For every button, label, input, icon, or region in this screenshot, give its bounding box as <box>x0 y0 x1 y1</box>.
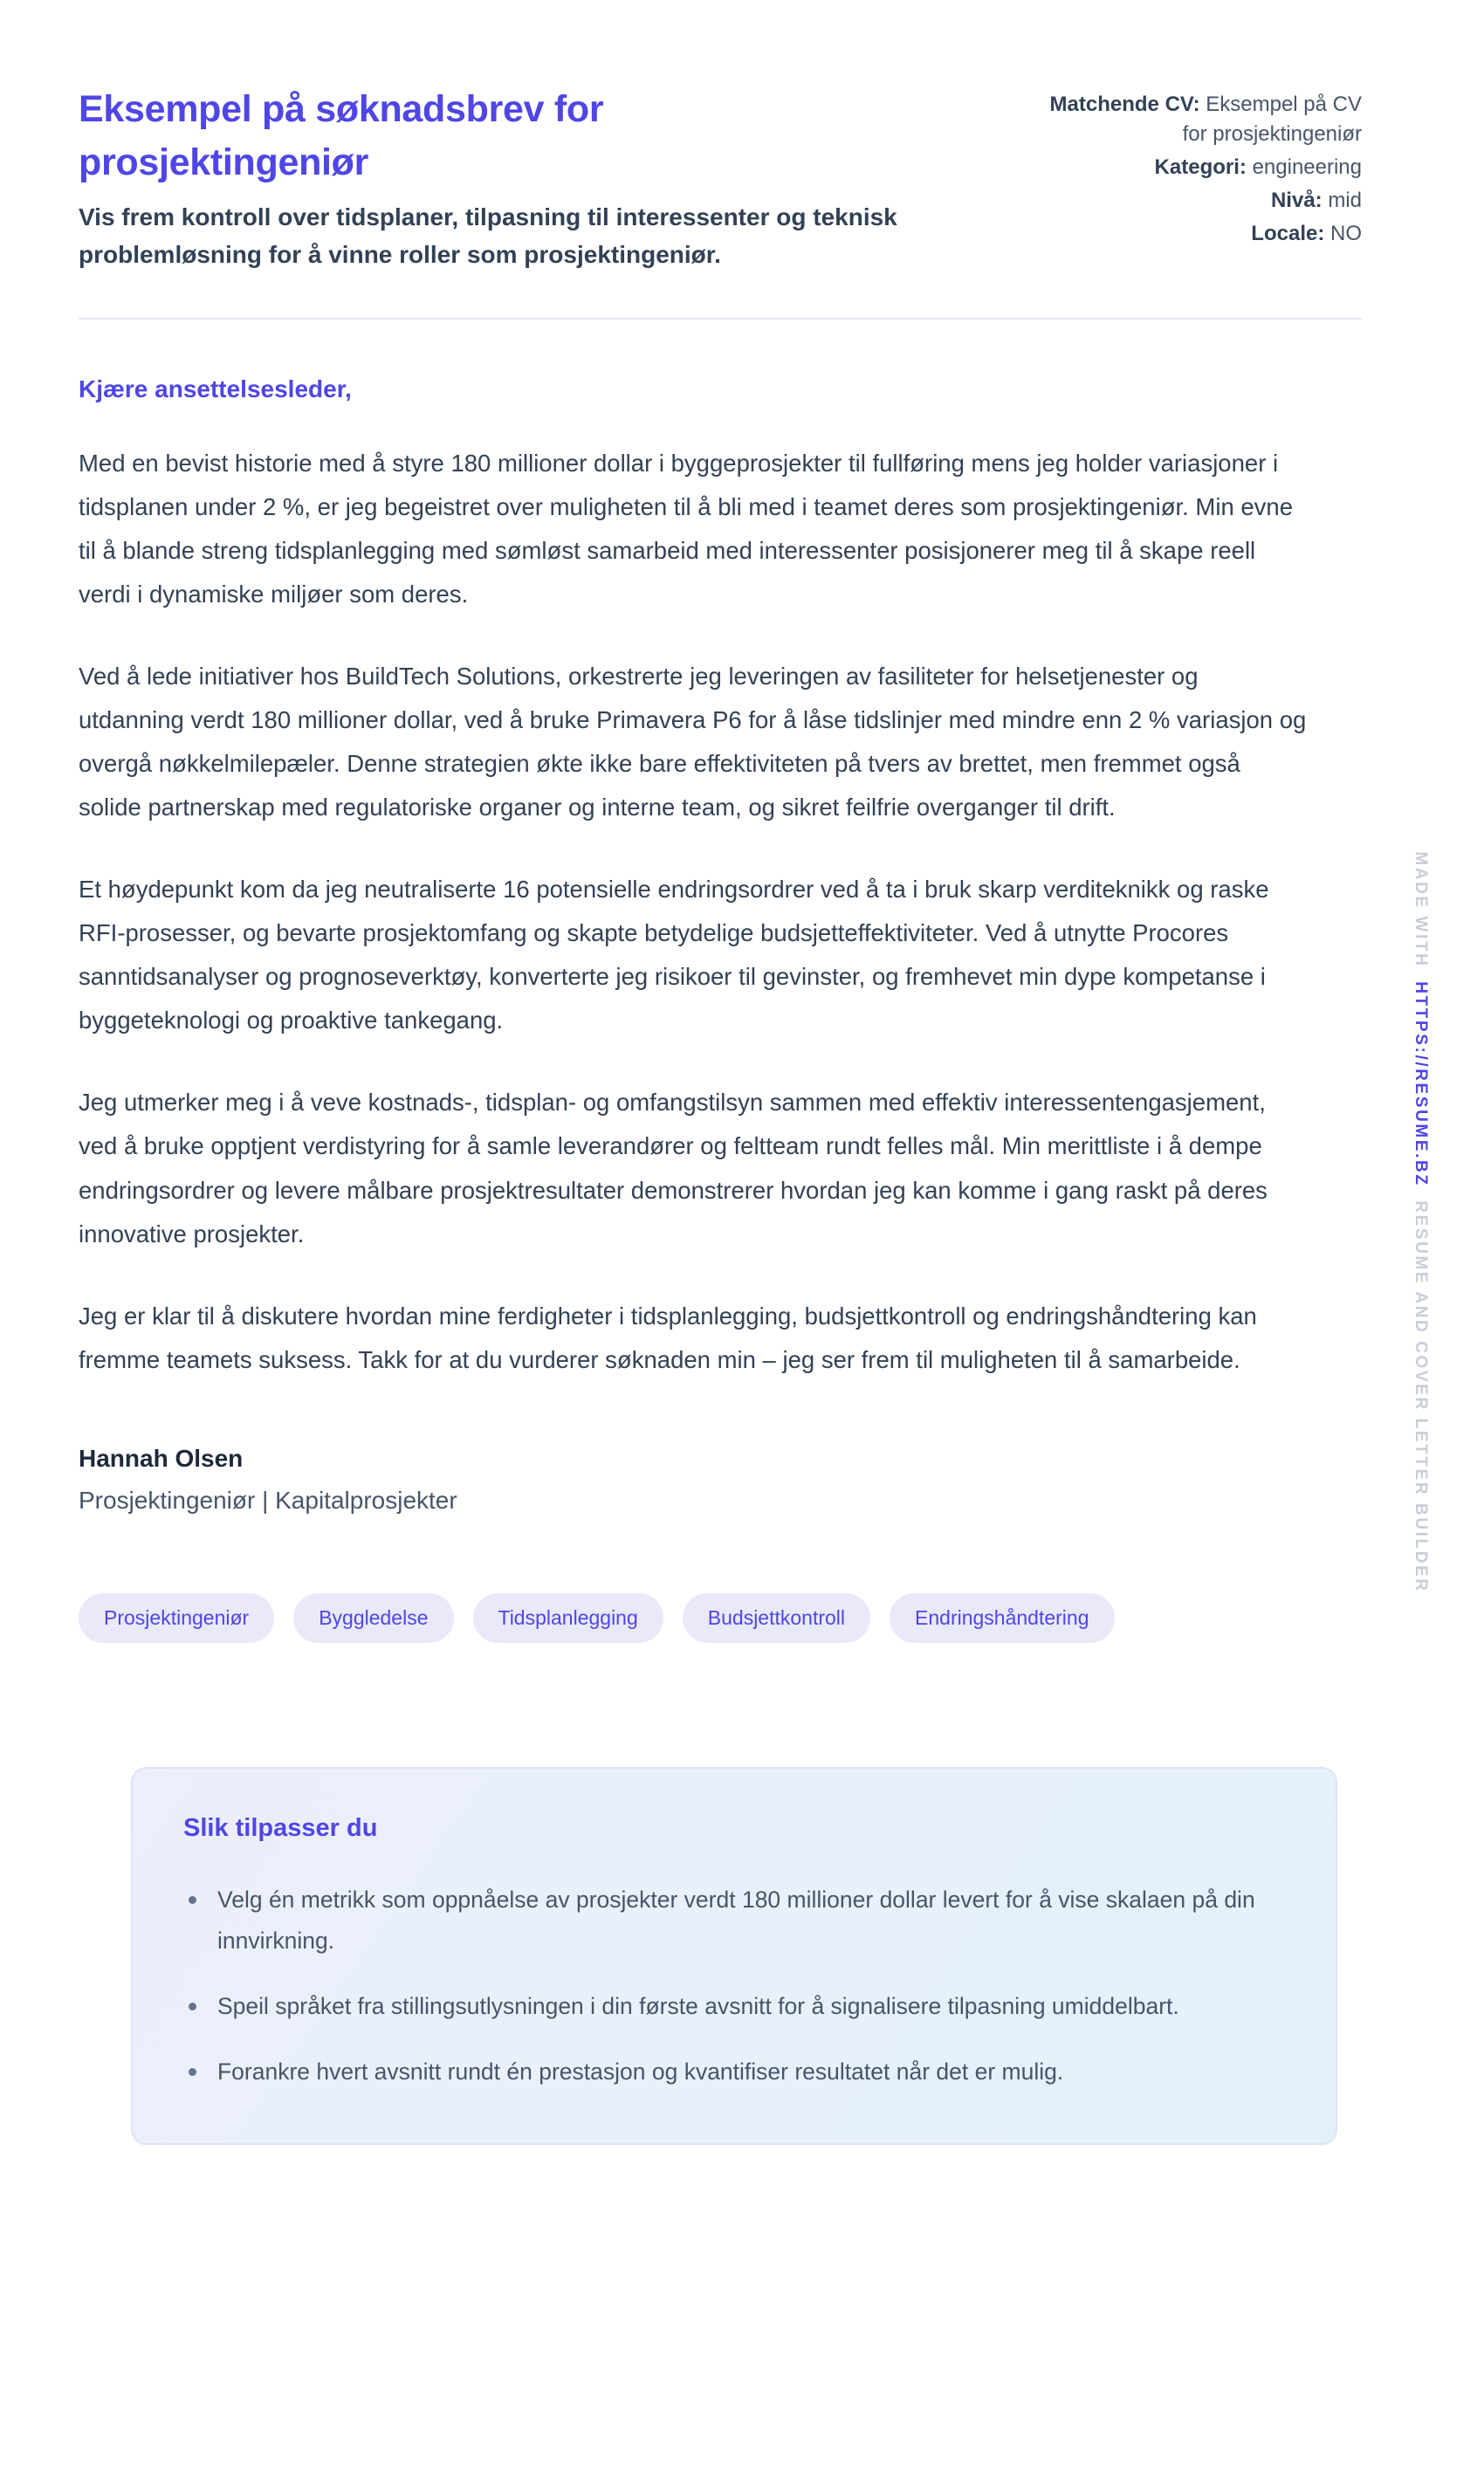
letter-paragraph: Jeg er klar til å diskutere hvordan mine ferdigheter i tidsplanlegging, budsjettkontroll og endringshåndtering kan fremme teamets suksess. Takk for at du vurderer søknaden min – jeg ser frem til muligheten til å samarbeide. <box>79 1302 1257 1373</box>
signature-block <box>79 1445 1309 1515</box>
tip-item <box>183 2052 1285 2093</box>
tag-chip-byggledelse[interactable]: Byggledelse <box>293 1593 453 1643</box>
tag-list <box>79 1593 1362 1643</box>
tips-card <box>131 1767 1337 2146</box>
letter-paragraph: Et høydepunkt kom da jeg neutraliserte 16 potensielle endringsordrer ved å ta i bruk skarp verditeknikk og raske RFI-prosesser, og bevarte prosjektomfang og skapte betydelige budsjetteffektiviteter. Ved å utnytte Procores sanntidsanalyser og prognoseverktøy, konverterte jeg risikoer til gevinster, og fremhevet min dype kompetanse i byggeteknologi og proaktive tankegang. <box>79 876 1269 1034</box>
tip-text: Forankre hvert avsnitt rundt én prestasjon og kvantifiser resultatet når det er mulig. <box>217 2058 1064 2086</box>
bullet-icon <box>189 2068 196 2076</box>
tips-list <box>183 1880 1285 2093</box>
meta-locale-label: Locale: <box>1251 222 1325 246</box>
signature-name: Hannah Olsen <box>79 1444 244 1472</box>
page-header <box>79 83 1362 274</box>
bullet-icon <box>189 2003 196 2010</box>
meta-level <box>1043 186 1362 216</box>
tip-item <box>183 1880 1285 1962</box>
meta-matching-cv <box>1043 90 1362 149</box>
tag-chip-budsjettkontroll[interactable]: Budsjettkontroll <box>683 1593 870 1643</box>
letter-paragraph: Jeg utmerker meg i å veve kostnads-, tidsplan- og omfangstilsyn sammen med effektiv interessentengasjement, ved å bruke opptjent verdistyring for å samle leverandører og feltteam rundt felles mål. Min merittliste i å dempe endringsordrer og levere målbare prosjektresultater demonstrerer hvordan jeg kan komme i gang raskt på deres innovative prosjekter. <box>79 1089 1268 1247</box>
watermark-prefix: MADE WITH <box>1412 851 1430 968</box>
letter-paragraph: Med en bevist historie med å styre 180 millioner dollar i byggeprosjekter til fullføring mens jeg holder variasjoner i tidsplanen under 2 %, er jeg begeistret over muligheten til å bli med i teamet deres som prosjektingeniør. Min evne til å blande streng tidsplanlegging med sømløst samarbeid med interessenter posisjonerer meg til å skape reell verdi i dynamiske miljøer som deres. <box>79 449 1294 608</box>
header-title-block <box>79 83 986 274</box>
meta-panel <box>1043 83 1362 252</box>
tip-item <box>183 1986 1285 2027</box>
watermark-vertical-text <box>1411 851 1430 1592</box>
page-subtitle: Vis frem kontroll over tidsplaner, tilpasning til interessenter og teknisk problemløsning for å vinne roller som prosjektingeniør. <box>79 203 897 269</box>
bullet-icon <box>189 1896 196 1904</box>
page-title: Eksempel på søknadsbrev for prosjektingeniør <box>79 88 604 184</box>
meta-matching-cv-label: Matchende CV: <box>1049 93 1200 116</box>
meta-locale <box>1043 219 1362 249</box>
meta-category-value: engineering <box>1252 155 1362 180</box>
meta-level-label: Nivå: <box>1270 189 1323 213</box>
meta-category-label: Kategori: <box>1154 155 1247 180</box>
tag-chip-endringshandtering[interactable]: Endringshåndtering <box>890 1593 1114 1643</box>
tips-title: Slik tilpasser du <box>183 1813 378 1842</box>
tip-text: Velg én metrikk som oppnåelse av prosjekter verdt 180 millioner dollar levert for å vise skalaen på din innvirkning. <box>217 1886 1255 1954</box>
header-divider <box>79 318 1362 320</box>
tag-chip-prosjektingenior[interactable]: Prosjektingeniør <box>79 1593 274 1643</box>
meta-category <box>1043 153 1362 182</box>
signature-role: Prosjektingeniør | Kapitalprosjekter <box>79 1486 457 1514</box>
letter-paragraph: Ved å lede initiativer hos BuildTech Solutions, orkestrerte jeg leveringen av fasiliteter for helsetjenester og utdanning verdt 180 millioner dollar, ved å bruke Primavera P6 for å låse tidslinjer med mindre enn 2 % variasjon og overgå nøkkelmilepæler. Denne strategien økte ikke bare effektiviteten på tvers av brettet, men fremmet også solide partnerskap med regulatoriske organer og interne team, og sikret feilfrie overganger til drift. <box>79 663 1307 821</box>
meta-matching-cv-value: Eksempel på CV for prosjektingeniør <box>1182 93 1362 147</box>
meta-level-value: mid <box>1328 189 1362 213</box>
tag-chip-tidsplanlegging[interactable]: Tidsplanlegging <box>473 1593 663 1643</box>
letter-greeting: Kjære ansettelsesleder, <box>79 375 352 402</box>
meta-locale-value: NO <box>1330 222 1362 246</box>
tip-text: Speil språket fra stillingsutlysningen i din første avsnitt for å signalisere tilpasning umiddelbart. <box>217 1993 1179 2020</box>
letter-body <box>79 375 1309 1515</box>
resume-bz-link[interactable]: HTTPS://RESUME.BZ <box>1412 981 1430 1187</box>
watermark-suffix: RESUME AND COVER LETTER BUILDER <box>1412 1200 1430 1593</box>
